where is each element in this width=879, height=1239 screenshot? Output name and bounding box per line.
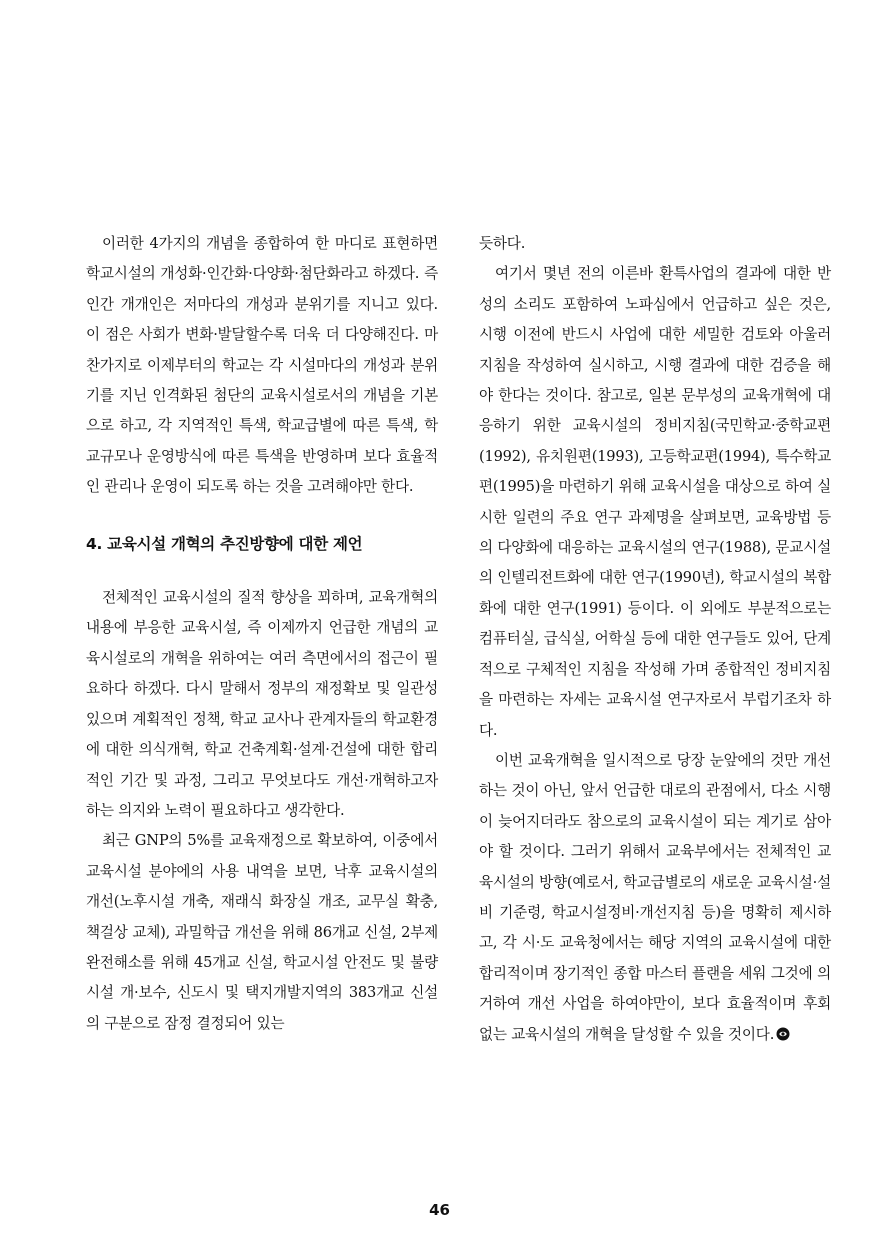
left-paragraph-3: 최근 GNP의 5%를 교육재정으로 확보하여, 이중에서 교육시설 분야에의 사용 내역을 보면, 낙후 교육시설의 개선(노후시설 개축, 재래식 화장실 개조, 교무실 확충, 책걸상 교체), 과밀학급 개선을 위해 86개교 신설, 2부제 완전해소를 위해 45개교 신설, 학교시설 안전도 및 불량시설 개·보수, 신도시 및 택지개발지역의 383개교 신설의 구분으로 잠정 결정되어 있는 xyxy=(86,832,438,1032)
section-heading: 4. 교육시설 개혁의 추진방향에 대한 제언 xyxy=(86,534,363,553)
page-number: 46 xyxy=(429,1201,450,1219)
right-paragraph-0: 듯하다. xyxy=(479,235,526,252)
left-paragraph-2: 전체적인 교육시설의 질적 향상을 꾀하며, 교육개혁의 내용에 부응한 교육시설, 즉 이제까지 언급한 개념의 교육시설로의 개혁을 위하여는 여러 측면에서의 접근이 필요하다 하겠다. 다시 말해서 정부의 재정확보 및 일관성 있으며 계획적인 정책, 학교 교사나 관계자들의 학교환경에 대한 의식개혁, 학교 건축계획·설계·건설에 대한 합리적인 기간 및 과정, 그리고 무엇보다도 개선·개혁하고자 하는 의지와 노력이 필요하다고 생각한다. xyxy=(86,589,438,819)
right-paragraph-2-wrapper xyxy=(479,746,831,1050)
left-column xyxy=(86,229,438,1039)
right-column xyxy=(479,229,831,1050)
right-paragraph-2: 이번 교육개혁을 일시적으로 당장 눈앞에의 것만 개선하는 것이 아닌, 앞서 언급한 대로의 관점에서, 다소 시행이 늦어지더라도 참으로의 교육시설이 되는 계기로 삼아야 할 것이다. 그러기 위해서 교육부에서는 전체적인 교육시설의 방향(예로서, 학교급별로의 새로운 교육시설·설비 기준령, 학교시설정비·개선지침 등)을 명확히 제시하고, 각 시·도 교육청에서는 해당 지역의 교육시설에 대한 합리적이며 장기적인 종합 마스터 플랜을 세워 그것에 의거하여 개선 사업을 하여야만이, 보다 효율적이며 후회 없는 교육시설의 개혁을 달성할 수 있을 것이다. xyxy=(479,751,831,1043)
left-paragraph-1: 이러한 4가지의 개념을 종합하여 한 마디로 표현하면 학교시설의 개성화·인간화·다양화·첨단화라고 하겠다. 즉 인간 개개인은 저마다의 개성과 분위기를 지니고 있다. 이 점은 사회가 변화·발달할수록 더욱 더 다양해진다. 마찬가지로 이제부터의 학교는 각 시설마다의 개성과 분위기를 지닌 인격화된 첨단의 교육시설로서의 개념을 기본으로 하고, 각 지역적인 특색, 학교급별에 따른 특색, 학교규모나 운영방식에 따른 특색을 반영하며 보다 효율적인 관리나 운영이 되도록 하는 것을 고려해야만 한다. xyxy=(86,235,438,496)
right-paragraph-1: 여기서 몇년 전의 이른바 환특사업의 결과에 대한 반성의 소리도 포함하여 노파심에서 언급하고 싶은 것은, 시행 이전에 반드시 사업에 대한 세밀한 검토와 아울러 지침을 작성하여 실시하고, 시행 결과에 대한 검증을 해야 한다는 것이다. 참고로, 일본 문부성의 교육개혁에 대응하기 위한 교육시설의 정비지침(국민학교·중학교편(1992), 유치원편(1993), 고등학교편(1994), 특수학교편(1995)을 마련하기 위해 교육시설을 대상으로 하여 실시한 일련의 주요 연구 과제명을 살펴보면, 교육방법 등의 다양화에 대응하는 교육시설의 연구(1988), 문교시설의 인텔리전트화에 대한 연구(1990년), 학교시설의 복합화에 대한 연구(1991) 등이다. 이 외에도 부분적으로는 컴퓨터실, 급식실, 어학실 등에 대한 연구들도 있어, 단계적으로 구체적인 지침을 작성해 가며 종합적인 정비지침을 마련하는 자세는 교육시설 연구자로서 부럽기조차 하다. xyxy=(479,265,831,739)
end-of-article-icon xyxy=(776,1027,790,1041)
